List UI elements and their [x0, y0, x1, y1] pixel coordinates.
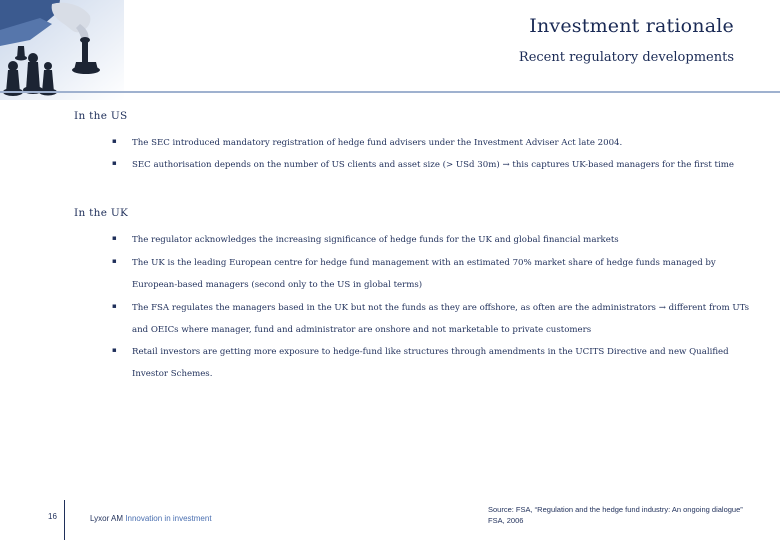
bullet-icon: ▪ [112, 234, 117, 242]
source-line: Source: FSA, “Regulation and the hedge fund industry: An ongoing dialogue” [488, 505, 743, 514]
list-item: The regulator acknowledges the increasing significance of hedge funds for the UK and global financial markets [132, 235, 619, 245]
bullet-icon: ▪ [112, 137, 117, 145]
section-title-uk: In the UK [74, 207, 129, 219]
chess-hand-photo [0, 0, 124, 100]
list-item: The SEC introduced mandatory registration of hedge fund advisers under the Investment Adviser Act late 2004. [132, 138, 623, 148]
list-item: Retail investors are getting more exposure to hedge-fund like structures through amendments in the UCITS Directive and new Qualified Investor Schemes. [132, 347, 729, 379]
footer-brand [90, 514, 212, 523]
section-title-us: In the US [74, 110, 128, 122]
page-number: 16 [48, 512, 57, 521]
header-divider [0, 91, 780, 93]
bullet-icon: ▪ [112, 346, 117, 354]
brand-name: Lyxor AM [90, 514, 124, 523]
bullet-icon: ▪ [112, 257, 117, 265]
page-subtitle: Recent regulatory developments [518, 50, 734, 65]
source-note [488, 504, 778, 526]
bullet-icon: ▪ [112, 159, 117, 167]
bullet-icon: ▪ [112, 302, 117, 310]
footer-divider [64, 500, 65, 540]
list-item: SEC authorisation depends on the number of US clients and asset size (> USd 30m) → this captures UK-based managers for the first time [132, 160, 734, 170]
page-title: Investment rationale [529, 15, 734, 37]
brand-tagline: Innovation in investment [125, 514, 212, 523]
source-line: FSA, 2006 [488, 516, 524, 525]
list-item: The FSA regulates the managers based in the UK but not the funds as they are offshore, as often are the administrators → different from UTs and OEICs where manager, fund and administrator are onshore and not marketable to private customers [132, 303, 750, 335]
list-item: The UK is the leading European centre for hedge fund management with an estimated 70% market share of hedge funds managed by European-based managers (second only to the US in global terms) [132, 258, 716, 290]
